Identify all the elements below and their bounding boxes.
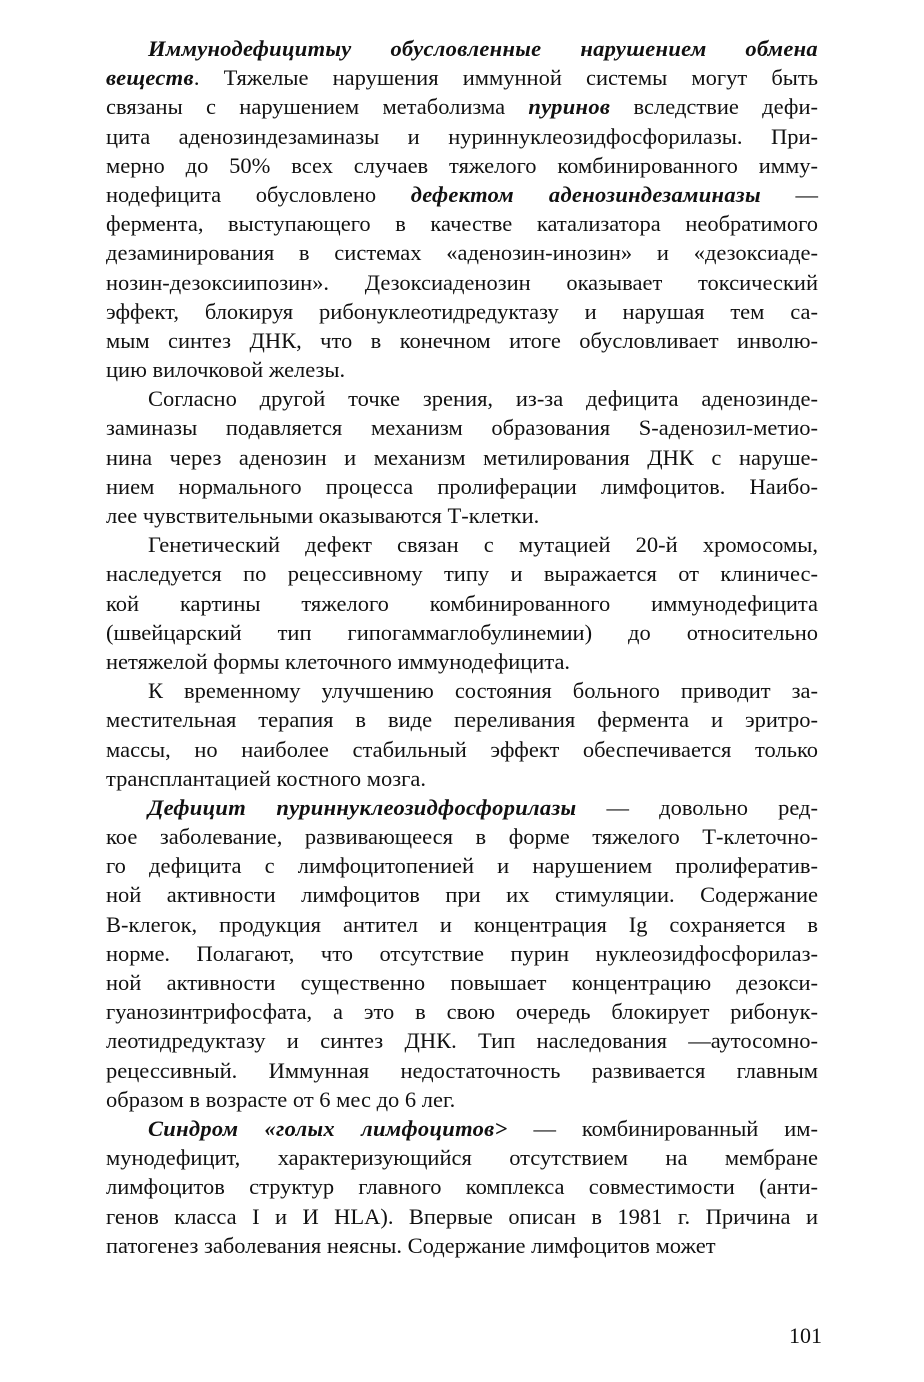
text-run: цию вилочковой железы. [106, 357, 346, 383]
text-run: патогенез заболевания неясны. Содержание лимфоцитов может [106, 1232, 716, 1258]
text-run: рецессивный. Иммунная недостаточность развивается главным [106, 1057, 818, 1083]
text-line [106, 851, 818, 880]
text-line [106, 413, 818, 442]
text-line [106, 1114, 818, 1143]
text-line [106, 1085, 818, 1114]
paragraph [106, 530, 818, 676]
text-run: фермента, выступающего в качестве катализатора необратимого [106, 211, 818, 237]
text-run: вследствие дефи- [610, 94, 818, 120]
paragraph [106, 34, 818, 384]
text-line [106, 151, 818, 180]
paragraph [106, 676, 818, 793]
text-line [106, 1202, 818, 1231]
text-line [106, 122, 818, 151]
text-line [106, 910, 818, 939]
text-line [106, 92, 818, 121]
text-line [106, 735, 818, 764]
text-line [106, 1056, 818, 1085]
text-line [106, 180, 818, 209]
text-run: местительная терапия в виде переливания фермента и эритро- [106, 707, 818, 733]
text-run: трансплантацией костного мозга. [106, 765, 426, 791]
text-line [106, 297, 818, 326]
text-line [106, 1172, 818, 1201]
text-run: нина через аденозин и механизм метилирования ДНК с наруше- [106, 444, 818, 470]
body-text [106, 34, 818, 1260]
text-run: леотидредуктазу и синтез ДНК. Тип наследования —аутосомно- [106, 1028, 818, 1054]
text-run: го дефицита с лимфоцитопенией и нарушением пролифератив- [106, 853, 818, 879]
text-line [106, 384, 818, 413]
text-run: генов класса I и И HLA). Впервые описан в 1981 г. Причина и [106, 1203, 818, 1229]
text-line [106, 326, 818, 355]
text-run: наследуется по рецессивному типу и выражается от клиничес- [106, 561, 818, 587]
text-line [106, 268, 818, 297]
text-run: мерно до 50% всех случаев тяжелого комбинированного имму- [106, 152, 818, 178]
paragraph [106, 1114, 818, 1260]
text-run: эффект, блокируя рибонуклеотидредуктазу и нарушая тем са- [106, 298, 818, 324]
paragraph [106, 384, 818, 530]
text-line [106, 822, 818, 851]
text-line [106, 705, 818, 734]
text-line [106, 472, 818, 501]
text-run: образом в возрасте от 6 мес до 6 лег. [106, 1086, 456, 1112]
emphasized-term: Дефицит пуриннуклеозидфосфорилазы [148, 794, 577, 820]
text-line [106, 63, 818, 92]
text-run: нетяжелой формы клеточного иммунодефицита. [106, 648, 571, 674]
text-run: цита аденозиндезаминазы и нуриннуклеозидфосфорилазы. При- [106, 123, 818, 149]
text-line [106, 501, 818, 530]
text-run: нодефицита обусловлено [106, 181, 411, 207]
text-run: кой картины тяжелого комбинированного иммунодефицита [106, 590, 818, 616]
emphasized-term: Синдром «голых лимфоцитов> [148, 1115, 508, 1141]
text-line [106, 997, 818, 1026]
text-run: норме. Полагают, что отсутствие пурин нуклеозидфосфорилаз- [106, 940, 818, 966]
text-line [106, 764, 818, 793]
text-line [106, 676, 818, 705]
text-run: массы, но наиболее стабильный эффект обеспечивается только [106, 736, 818, 762]
text-run: — комбинированный им- [507, 1115, 818, 1141]
text-run: лимфоцитов структур главного комплекса совместимости (анти- [106, 1174, 818, 1200]
text-run: Согласно другой точке зрения, из-за дефицита аденозинде- [148, 386, 818, 412]
emphasized-term: пуринов [528, 94, 611, 120]
text-line [106, 968, 818, 997]
text-line [106, 880, 818, 909]
text-run: К временному улучшению состояния больного приводит за- [148, 678, 818, 704]
text-run: дезаминирования в системах «аденозин-инозин» и «дезоксиаде- [106, 240, 818, 266]
text-run: Генетический дефект связан с мутацией 20-й хромосомы, [148, 532, 818, 558]
text-run: нозин-дезоксиипозин». Дезоксиаденозин оказывает токсический [106, 269, 818, 295]
text-run: кое заболевание, развивающееся в форме тяжелого Т-клеточно- [106, 824, 818, 850]
text-line [106, 647, 818, 676]
text-run: лее чувствительными оказываются Т-клетки. [106, 503, 540, 528]
text-line [106, 238, 818, 267]
text-line [106, 1026, 818, 1055]
text-line [106, 530, 818, 559]
text-line [106, 355, 818, 384]
text-run: — довольно ред- [576, 794, 818, 820]
text-line [106, 1143, 818, 1172]
text-run: мунодефицит, характеризующийся отсутствием на мембране [106, 1145, 818, 1171]
text-line [106, 209, 818, 238]
text-run: . Тяжелые нарушения иммунной системы могут быть [193, 65, 818, 91]
text-line [106, 589, 818, 618]
text-line [106, 793, 818, 822]
text-run: нием нормального процесса пролиферации лимфоцитов. Наибо- [106, 473, 818, 499]
text-line [106, 443, 818, 472]
emphasized-term: дефектом аденозиндезаминазы [410, 181, 761, 207]
text-run: В-клегок, продукция антител и концентрация Ig сохраняется в [106, 911, 818, 937]
text-line [106, 34, 818, 63]
text-run: ной активности лимфоцитов при их стимуляции. Содержание [106, 882, 818, 908]
text-line [106, 618, 818, 647]
text-run: гуанозинтрифосфата, а это в свою очередь блокирует рибонук- [106, 999, 818, 1025]
emphasized-term: Иммунодефицитыу обусловленные нарушением обмена [148, 36, 818, 61]
text-run: ной активности существенно повышает концентрацию дезокси- [106, 970, 818, 995]
text-run: мым синтез ДНК, что в конечном итоге обусловливает инволю- [106, 327, 818, 353]
text-run: связаны с нарушением метаболизма [106, 94, 529, 120]
page-number: 101 [789, 1323, 822, 1348]
text-run: заминазы подавляется механизм образования S-аденозил-метио- [106, 415, 818, 441]
text-line [106, 1231, 818, 1260]
emphasized-term: веществ [106, 65, 194, 91]
text-run: — [760, 181, 818, 207]
text-line [106, 559, 818, 588]
text-line [106, 939, 818, 968]
paragraph [106, 793, 818, 1114]
text-run: (швейцарский тип гипогаммаглобулинемии) до относительно [106, 619, 818, 645]
